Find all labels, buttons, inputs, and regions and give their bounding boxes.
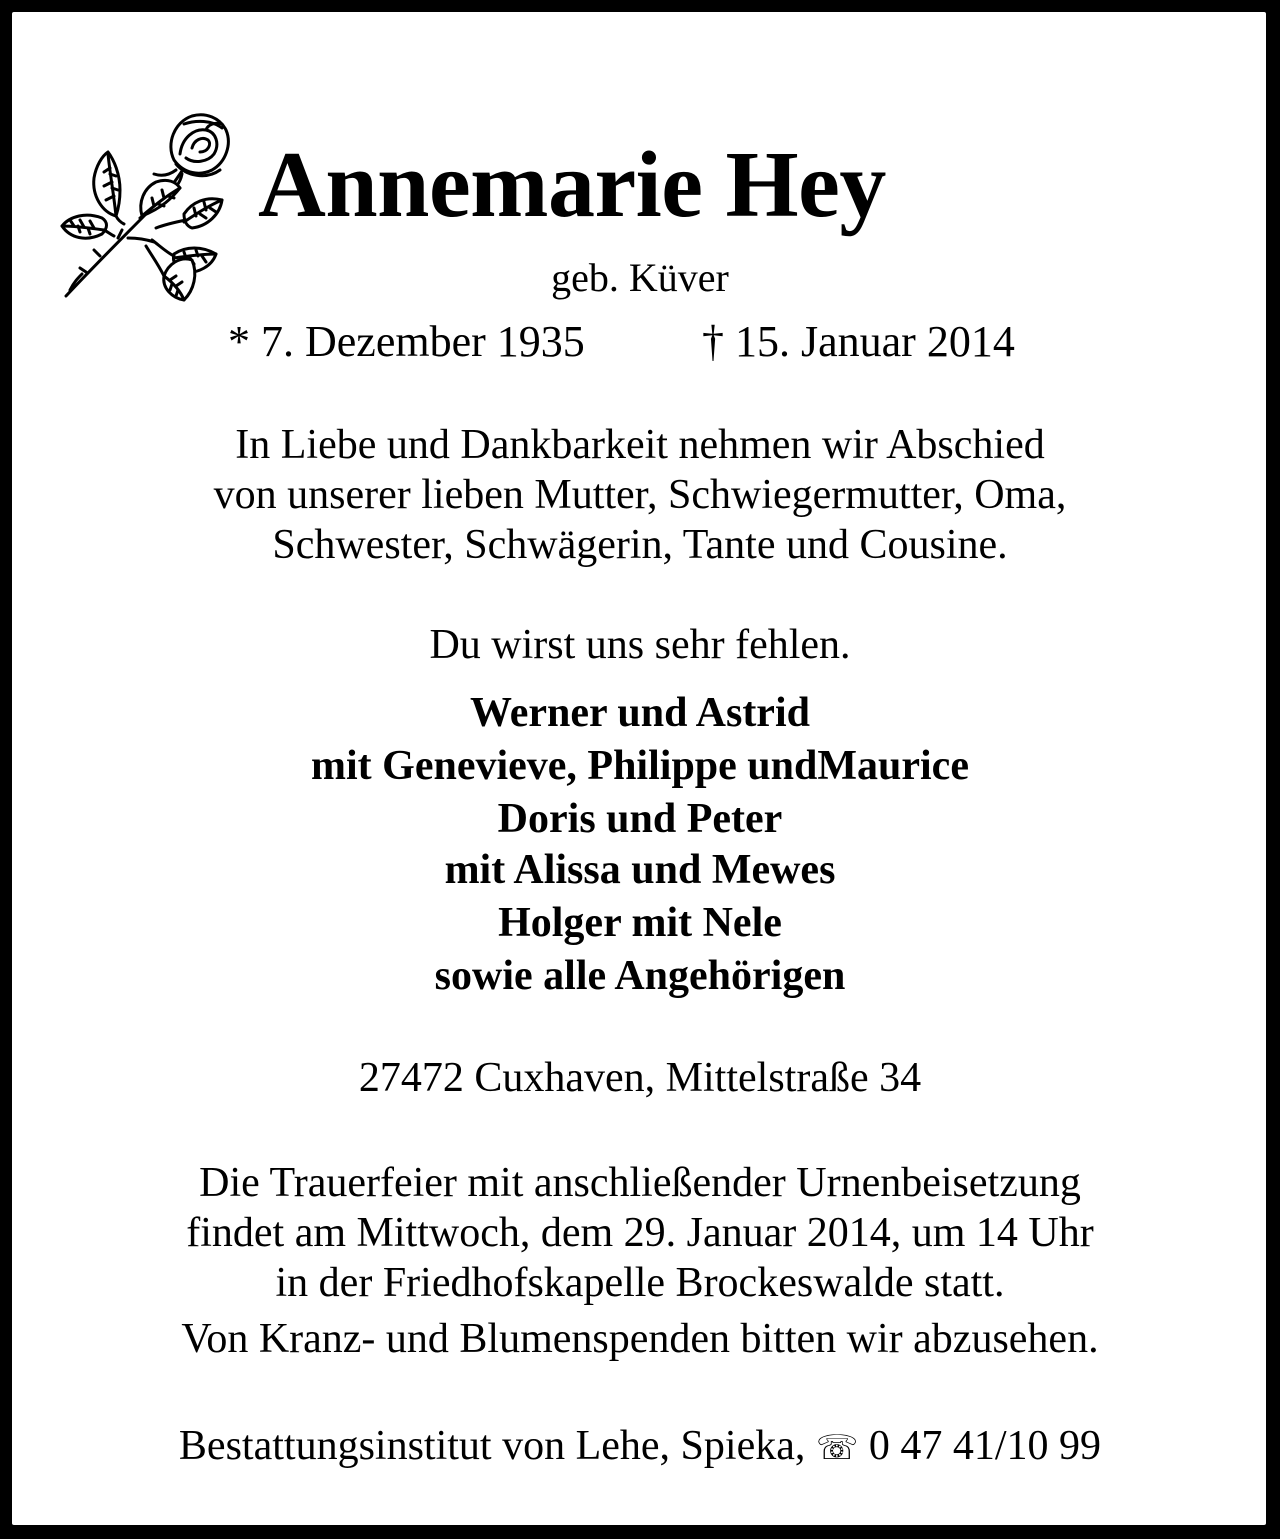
donation-note: Von Kranz- und Blumenspenden bitten wir abzusehen.: [181, 1316, 1099, 1362]
farewell-line: Schwester, Schwägerin, Tante und Cousine.: [272, 522, 1008, 568]
family-line: Doris und Peter: [497, 796, 783, 842]
farewell-line: In Liebe und Dankbarkeit nehmen wir Abschied: [235, 422, 1045, 468]
birth-date: * 7. Dezember 1935: [228, 317, 585, 366]
miss-line: Du wirst uns sehr fehlen.: [429, 622, 851, 668]
maiden-name: geb. Küver: [551, 255, 729, 300]
deceased-name: Annemarie Hey: [258, 133, 886, 237]
family-line: sowie alle Angehörigen: [434, 953, 846, 999]
phone-number: 0 47 41/10 99: [868, 1423, 1102, 1469]
ceremony-line: in der Friedhofskapelle Brockeswalde statt.: [275, 1260, 1005, 1306]
family-line: mit Alissa und Mewes: [444, 847, 836, 893]
family-line: Holger mit Nele: [498, 900, 782, 946]
farewell-line: von unserer lieben Mutter, Schwiegermutter, Oma,: [213, 472, 1067, 518]
family-line: mit Genevieve, Philippe undMaurice: [311, 743, 969, 789]
address: 27472 Cuxhaven, Mittelstraße 34: [358, 1055, 922, 1101]
phone-icon: ☏: [815, 1428, 859, 1468]
undertaker-name: Bestattungsinstitut von Lehe, Spieka,: [178, 1423, 806, 1469]
ceremony-line: Die Trauerfeier mit anschließender Urnenbeisetzung: [199, 1160, 1081, 1206]
death-date: † 15. Januar 2014: [702, 317, 1015, 366]
ceremony-line: findet am Mittwoch, dem 29. Januar 2014, um 14 Uhr: [186, 1210, 1094, 1256]
family-line: Werner und Astrid: [470, 690, 810, 736]
undertaker-line: [0, 1425, 1280, 1467]
